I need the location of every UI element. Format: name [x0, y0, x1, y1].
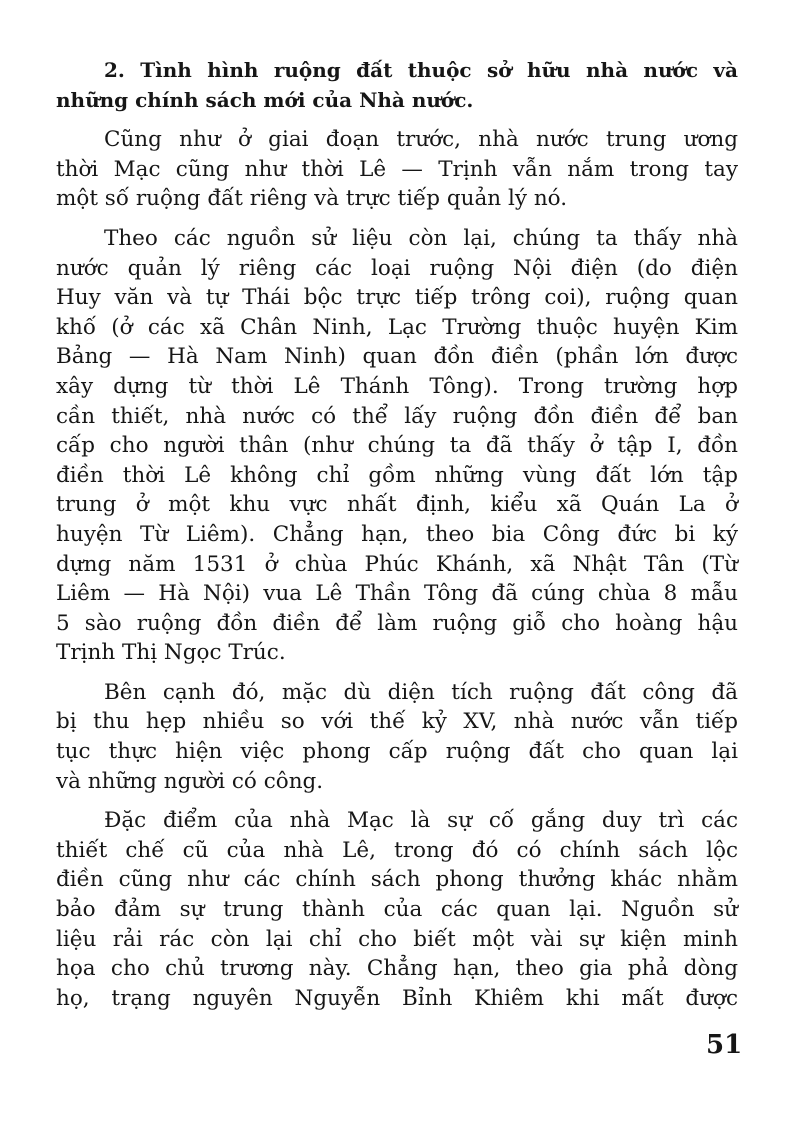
- paragraph-line: Đặc điểm của nhà Mạc là sự cố gắng duy trì các: [104, 808, 738, 834]
- paragraph-line: và những người có công.: [56, 768, 324, 794]
- paragraph-1: [56, 125, 738, 214]
- heading-line: 2. Tình hình ruộng đất thuộc sở hữu nhà nước và: [104, 58, 738, 82]
- paragraph-line: trung ở một khu vực nhất định, kiểu xã Quán La ở: [56, 492, 738, 518]
- paragraph-line: thiết chế cũ của nhà Lê, trong đó có chính sách lộc: [56, 837, 738, 863]
- paragraph-3: [56, 678, 738, 796]
- paragraph-line: 5 sào ruộng đồn điền để làm ruộng giỗ cho hoàng hậu: [56, 610, 738, 636]
- paragraph-line: Huy văn và tự Thái bộc trực tiếp trông coi), ruộng quan: [56, 285, 738, 311]
- paragraph-line: nước quản lý riêng các loại ruộng Nội điện (do điện: [56, 255, 738, 281]
- paragraph-line: tục thực hiện việc phong cấp ruộng đất cho quan lại: [56, 739, 738, 765]
- paragraph-line: cần thiết, nhà nước có thể lấy ruộng đồn điền để ban: [56, 403, 738, 429]
- paragraph-line: bị thu hẹp nhiều so với thế kỷ XV, nhà nước vẫn tiếp: [56, 709, 738, 735]
- heading-line: những chính sách mới của Nhà nước.: [56, 87, 474, 112]
- paragraph-line: xây dựng từ thời Lê Thánh Tông). Trong trường hợp: [56, 373, 738, 399]
- paragraph-line: Trịnh Thị Ngọc Trúc.: [56, 640, 286, 666]
- paragraph-gap: [56, 214, 738, 224]
- section-heading: [56, 56, 738, 115]
- paragraph-line: dựng năm 1531 ở chùa Phúc Khánh, xã Nhật Tân (Từ: [56, 551, 738, 577]
- paragraph-line: Bảng — Hà Nam Ninh) quan đồn điền (phần lớn được: [56, 344, 738, 370]
- paragraph-line: một số ruộng đất riêng và trực tiếp quản lý nó.: [56, 186, 568, 212]
- paragraph-line: huyện Từ Liêm). Chẳng hạn, theo bia Công đức bi ký: [56, 521, 738, 547]
- paragraph-line: Cũng như ở giai đoạn trước, nhà nước trung ương: [104, 127, 738, 153]
- paragraph-line: cấp cho người thân (như chúng ta đã thấy ở tập I, đồn: [56, 433, 738, 459]
- text-column: [56, 56, 738, 1013]
- paragraph-line: điền thời Lê không chỉ gồm những vùng đất lớn tập: [56, 462, 738, 488]
- paragraph-gap: [56, 115, 738, 125]
- paragraph-line: thời Mạc cũng như thời Lê — Trịnh vẫn nắm trong tay: [56, 156, 738, 182]
- paragraph-gap: [56, 668, 738, 678]
- paragraph-line: họ, trạng nguyên Nguyễn Bỉnh Khiêm khi mất được: [56, 985, 738, 1011]
- paragraph-line: Bên cạnh đó, mặc dù diện tích ruộng đất công đã: [104, 679, 738, 705]
- paragraph-2: [56, 224, 738, 668]
- page-number: 51: [706, 1030, 743, 1060]
- paragraph-line: khố (ở các xã Chân Ninh, Lạc Trường thuộc huyện Kim: [56, 314, 738, 340]
- paragraph-line: điền cũng như các chính sách phong thưởng khác nhằm: [56, 867, 738, 893]
- paragraph-line: bảo đảm sự trung thành của các quan lại. Nguồn sử: [56, 897, 738, 923]
- paragraph-4: [56, 806, 738, 1013]
- paragraph-line: Liêm — Hà Nội) vua Lê Thần Tông đã cúng chùa 8 mẫu: [56, 581, 738, 607]
- paragraph-line: Theo các nguồn sử liệu còn lại, chúng ta thấy nhà: [104, 225, 738, 251]
- paragraph-line: họa cho chủ trương này. Chẳng hạn, theo gia phả dòng: [56, 956, 738, 982]
- paragraph-gap: [56, 796, 738, 806]
- paragraph-line: liệu rải rác còn lại chỉ cho biết một vài sự kiện minh: [56, 926, 738, 952]
